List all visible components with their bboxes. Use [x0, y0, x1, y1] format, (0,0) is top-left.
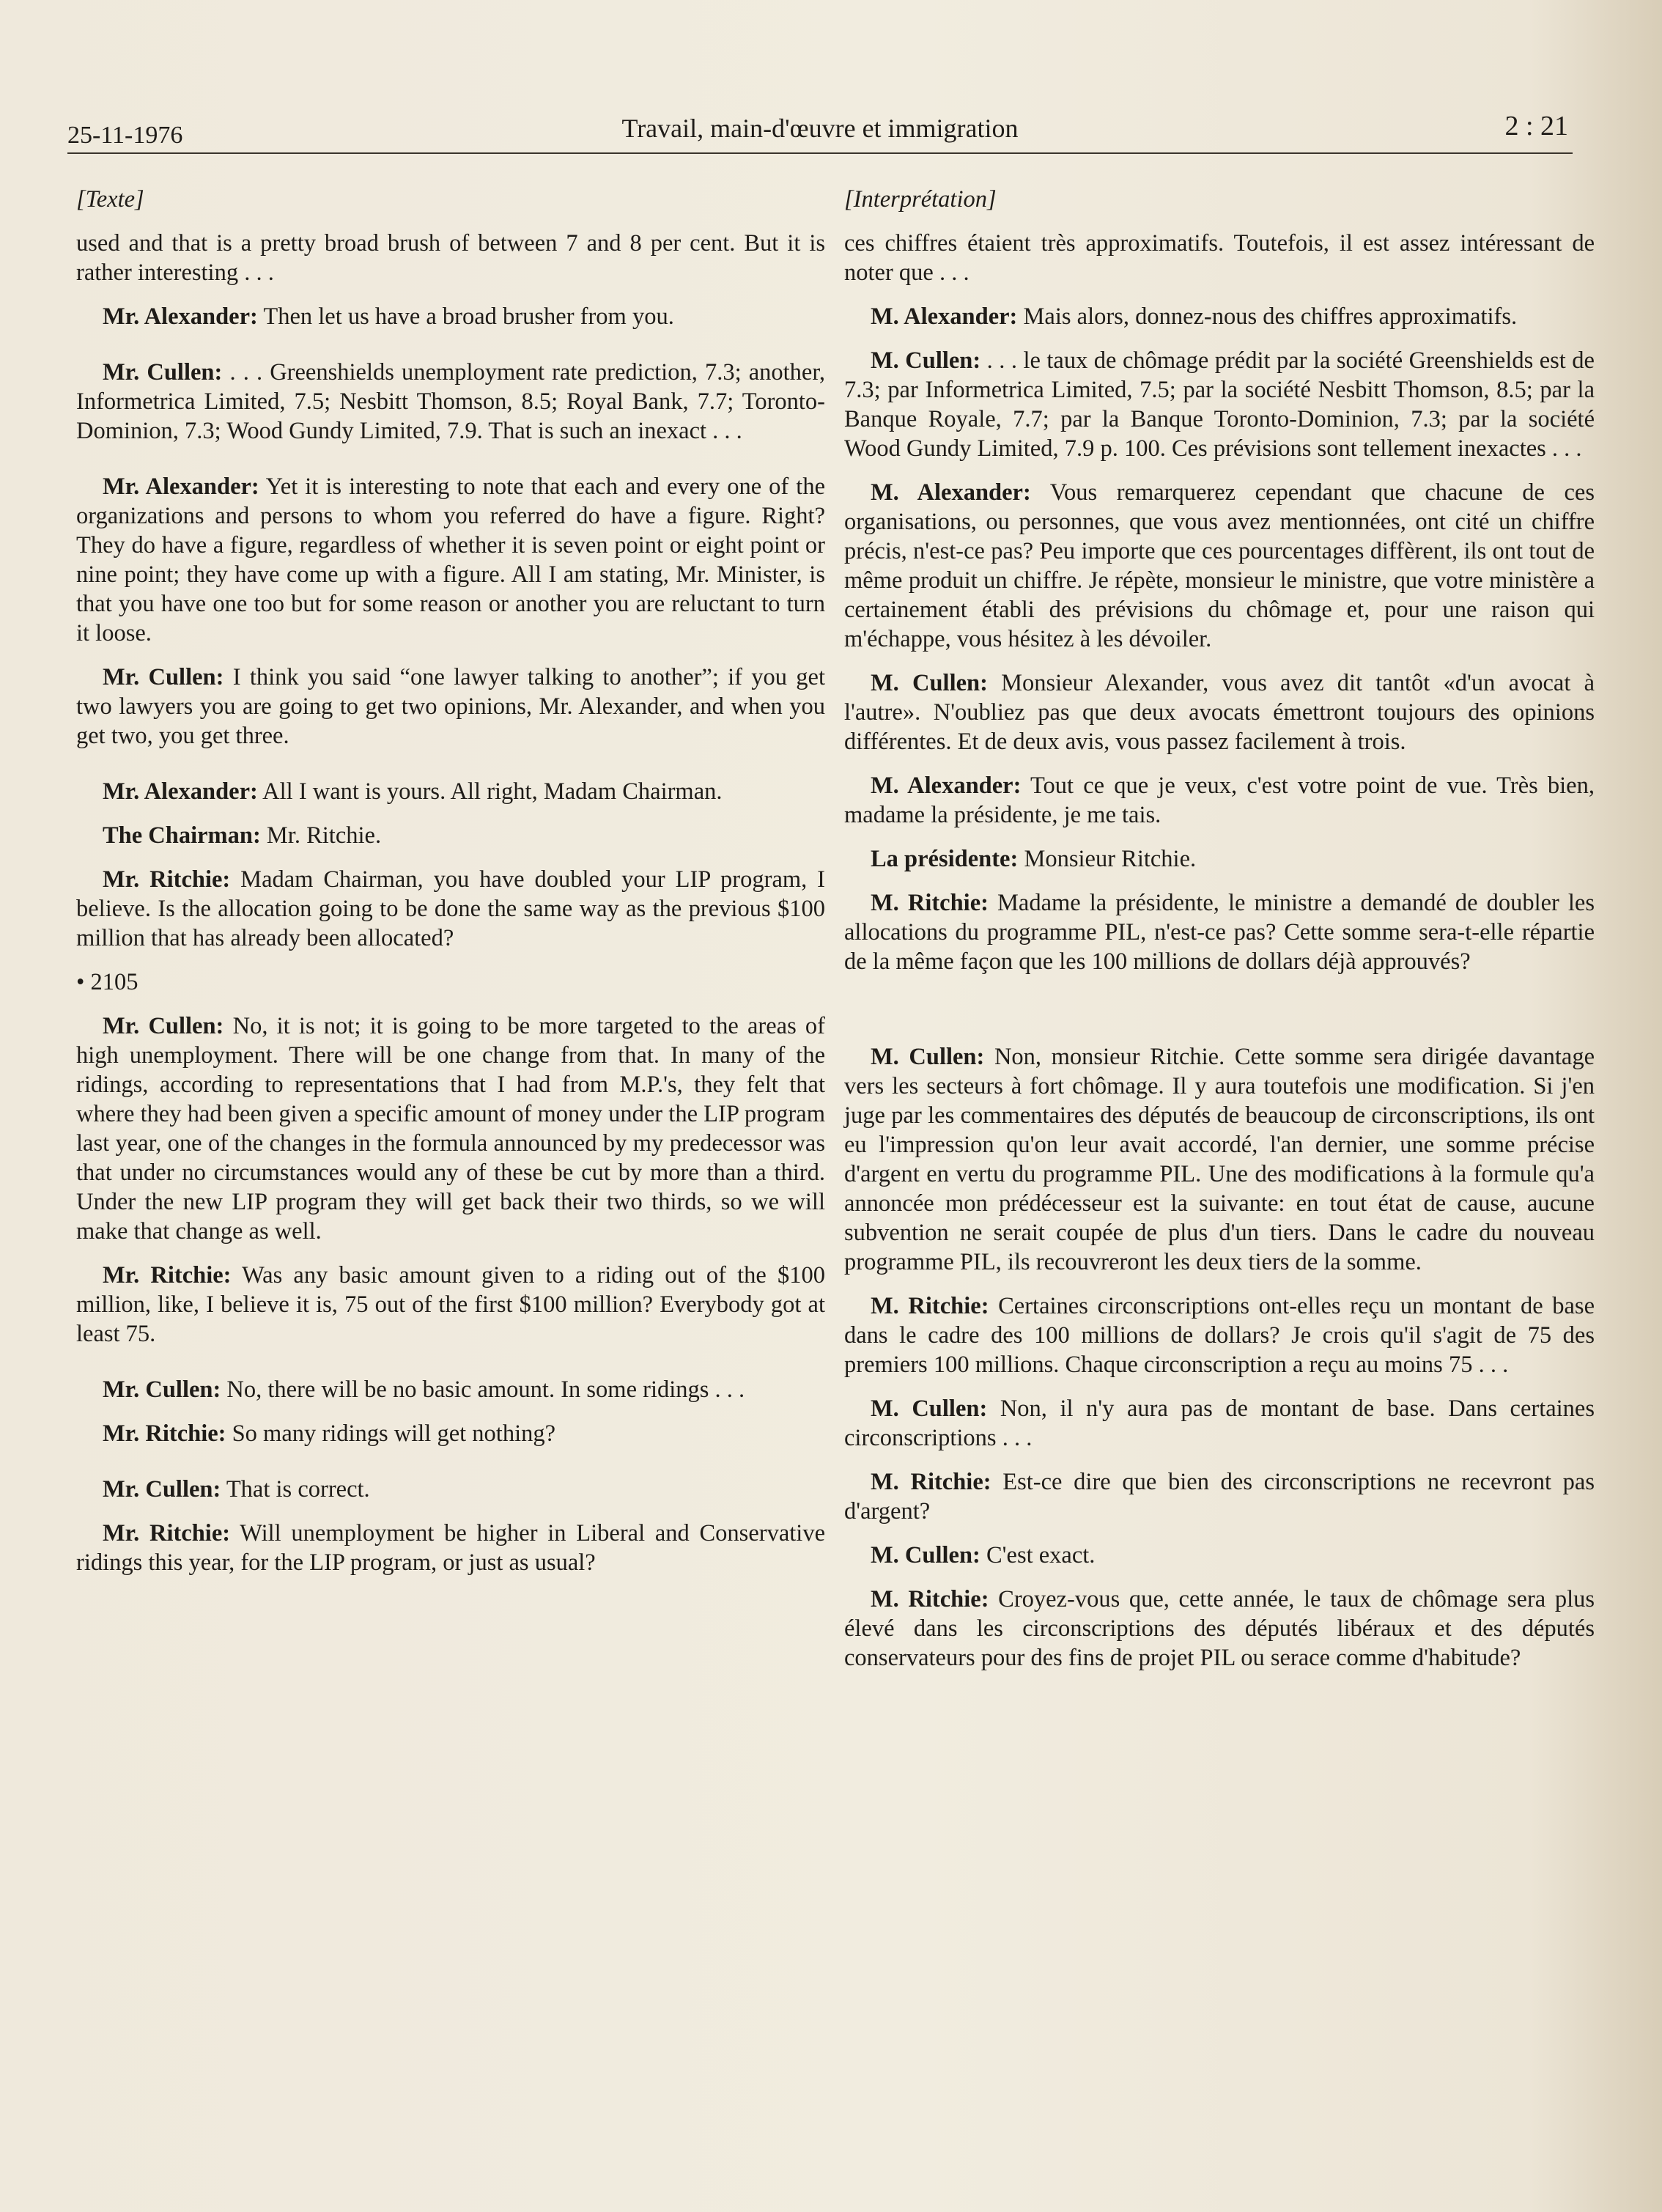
- speech-text: I think you said “one lawyer talking to another”; if you get two lawyers you are going to get two opinions, Mr. Alexander, and when you get two, you get three.: [76, 664, 826, 749]
- speaker-name: Mr. Ritchie:: [103, 1520, 231, 1546]
- speech-text: Non, monsieur Ritchie. Cette somme sera dirigée davantage vers les secteurs à fort chômage. Il y aura toutefois une modification. Si j'en juge par les commentaires des députés de beaucoup de circonscriptions, ils ont eu l'impression qu'on leur avait accordé, l'an dernier, une somme précise d'argent en vertu du programme PIL. Une des modifications à la formule qu'a annoncée mon prédécesseur est la suivante: en tout état de cause, aucune subvention ne serait coupée de plus d'un tiers. Dans le cadre du nouveau programme PIL, ils recouvreront les deux tiers de la somme.: [844, 1044, 1595, 1275]
- speech-turn: [844, 1394, 1595, 1453]
- page-number: 2 : 21: [1504, 111, 1568, 141]
- speech-turn: [76, 865, 825, 953]
- speaker-name: M. Alexander:: [871, 303, 1018, 330]
- language-tag: [Interprétation]: [844, 186, 997, 213]
- speaker-name: Mr. Alexander:: [103, 303, 258, 330]
- speech-turn: [76, 302, 825, 331]
- english-column: [76, 185, 825, 1592]
- speech-turn: [844, 844, 1595, 874]
- speaker-name: M. Cullen:: [871, 670, 988, 696]
- speaker-name: Mr. Cullen:: [103, 1376, 221, 1403]
- speech-text: C'est exact.: [980, 1542, 1096, 1568]
- speech-text: Certaines circonscriptions ont-elles reçu un montant de base dans le cadre des 100 millions de dollars? Je crois qu'il s'agit de 75 des premiers 100 millions. Chaque circonscription a reçu au moins 75 . . .: [844, 1293, 1595, 1378]
- speech-turn: [844, 771, 1595, 830]
- french-column: [844, 185, 1595, 1687]
- speaker-name: M. Cullen:: [871, 1396, 988, 1422]
- speech-text: Madam Chairman, you have doubled your LIP program, I believe. Is the allocation going to be done the same way as the previous $100 million that has already been allocated?: [76, 866, 826, 951]
- speech-turn: [76, 1261, 825, 1349]
- speech-text: Croyez-vous que, cette année, le taux de chômage sera plus élevé dans les circonscriptions des députés libéraux et des députés conservateurs pour des fins de projet PIL ou serace comme d'habitude?: [844, 1586, 1595, 1671]
- speech-text: Non, il n'y aura pas de montant de base. Dans certaines circonscriptions . . .: [844, 1396, 1595, 1451]
- speech-text: No, there will be no basic amount. In some ridings . . .: [221, 1376, 745, 1403]
- speech-text: All I want is yours. All right, Madam Chairman.: [257, 778, 723, 805]
- speaker-name: Mr. Ritchie:: [103, 866, 231, 893]
- speech-turn: [844, 888, 1595, 976]
- speaker-name: M. Ritchie:: [871, 1469, 991, 1495]
- language-tag: [Texte]: [76, 186, 144, 213]
- speech-text: Madame la présidente, le ministre a demandé de doubler les allocations du programme PIL, n'est-ce pas? Cette somme sera-t-elle répartie de la même façon que les 100 millions de dollars déjà approuvés?: [844, 890, 1595, 975]
- page-header: [67, 108, 1573, 154]
- speaker-name: Mr. Cullen:: [103, 1476, 221, 1503]
- speech-text: Monsieur Alexander, vous avez dit tantôt «d'un avocat à l'autre». N'oubliez pas que deux avocats émettront toujours des opinions différentes. Et de deux avis, vous passez facilement à trois.: [844, 670, 1595, 755]
- speech-turn: [844, 1042, 1595, 1277]
- speech-text: . . . le taux de chômage prédit par la société Greenshields est de 7.3; par Informetrica Limited, 7.5; par la société Nesbitt Thomson, 8.5; par la Banque Royale, 7.7; par la Banque Toronto-Dominion, 7.3; par la société Wood Gundy Limited, 7.9 p. 100. Ces prévisions sont tellement inexactes . . .: [844, 347, 1595, 462]
- speech-text: Will unemployment be higher in Liberal and Conservative ridings this year, for the LIP program, or just as usual?: [76, 1520, 825, 1576]
- speaker-name: M. Ritchie:: [871, 890, 989, 916]
- speech-turn: [76, 1419, 825, 1448]
- speaker-name: Mr. Ritchie:: [103, 1262, 232, 1289]
- speaker-name: Mr. Alexander:: [103, 778, 258, 805]
- speech-text: Vous remarquerez cependant que chacune de ces organisations, ou personnes, que vous avez mentionnées, ont cité un chiffre précis, n'est-ce pas? Peu importe que ces pourcentages diffèrent, ils ont tout de même produit un chiffre. Je répète, monsieur le ministre, que votre ministère a certainement établi des prévisions du chômage et, pour une raison qui m'échappe, vous hésitez à les dévoiler.: [844, 479, 1595, 652]
- speech-turn: [76, 1519, 825, 1577]
- speech-turn: [76, 358, 825, 446]
- speaker-name: Mr. Alexander:: [103, 473, 259, 500]
- time-marker: • 2105: [76, 969, 138, 995]
- speech-text: Was any basic amount given to a riding out of the $100 million, like, I believe it is, 75 out of the first $100 million? Everybody got at least 75.: [76, 1262, 826, 1347]
- speaker-name: M. Cullen:: [871, 347, 981, 374]
- speech-turn: [844, 346, 1595, 463]
- speech-turn: [844, 1541, 1595, 1570]
- speech-text: Yet it is interesting to note that each and every one of the organizations and persons to whom you referred do have a figure. Right? They do have a figure, regardless of whether it is seven point or eight point or nine point; they have come up with a figure. All I am stating, Mr. Minister, is that you have one too but for some reason or another you are reluctant to turn it loose.: [76, 473, 826, 646]
- speaker-name: The Chairman:: [103, 822, 261, 849]
- speech-turn: [844, 668, 1595, 756]
- speaker-name: M. Ritchie:: [871, 1293, 989, 1319]
- speech-text: Mais alors, donnez-nous des chiffres approximatifs.: [1017, 303, 1518, 330]
- speech-turn: [76, 472, 825, 648]
- speaker-name: M. Ritchie:: [871, 1586, 989, 1612]
- continued-paragraph: used and that is a pretty broad brush of between 7 and 8 per cent. But it is rather interesting . . .: [76, 230, 825, 286]
- speech-text: Est-ce dire que bien des circonscriptions ne recevront pas d'argent?: [844, 1469, 1595, 1525]
- speech-text: So many ridings will get nothing?: [226, 1420, 556, 1447]
- speaker-name: M. Alexander:: [871, 773, 1022, 799]
- speech-turn: [844, 1291, 1595, 1379]
- speech-turn: [844, 1467, 1595, 1526]
- speech-turn: [76, 1475, 825, 1504]
- speech-text: Then let us have a broad brusher from you.: [257, 303, 674, 330]
- speaker-name: M. Alexander:: [871, 479, 1031, 506]
- speech-turn: [76, 663, 825, 751]
- speech-turn: [76, 821, 825, 850]
- speaker-name: Mr. Cullen:: [103, 664, 224, 690]
- speech-turn: [76, 777, 825, 806]
- speech-turn: [844, 1585, 1595, 1673]
- speech-turn: [76, 1375, 825, 1404]
- header-title: Travail, main-d'œuvre et immigration: [621, 114, 1019, 143]
- speech-turn: [76, 1011, 825, 1246]
- speech-turn: [844, 302, 1595, 331]
- speech-text: No, it is not; it is going to be more targeted to the areas of high unemployment. There will be one change from that. In many of the ridings, according to representations that I had from M.P.'s, they felt that where they had been given a specific amount of money under the LIP program last year, one of the changes in the formula announced by my predecessor was that under no circumstances would any of these be cut by more than a third. Under the new LIP program they will get back their two thirds, so we will make that change as well.: [76, 1013, 826, 1245]
- speaker-name: La présidente:: [871, 846, 1019, 872]
- speech-text: Monsieur Ritchie.: [1018, 846, 1197, 872]
- speaker-name: Mr. Cullen:: [103, 1013, 224, 1039]
- speaker-name: M. Cullen:: [871, 1542, 980, 1568]
- continued-paragraph: ces chiffres étaient très approximatifs. Toutefois, il est assez intéressant de noter que . . .: [844, 230, 1595, 286]
- speech-turn: [844, 478, 1595, 654]
- speech-text: . . . Greenshields unemployment rate prediction, 7.3; another, Informetrica Limited, 7.5; Nesbitt Thomson, 8.5; Royal Bank, 7.7; Toronto-Dominion, 7.3; Wood Gundy Limited, 7.9. That is such an inexact . . .: [76, 359, 826, 444]
- speech-text: Tout ce que je veux, c'est votre point de vue. Très bien, madame la présidente, je me tais.: [844, 773, 1595, 828]
- speaker-name: Mr. Cullen:: [103, 359, 223, 386]
- speech-text: Mr. Ritchie.: [260, 822, 382, 849]
- speech-text: That is correct.: [221, 1476, 370, 1503]
- header-date: 25-11-1976: [67, 122, 183, 149]
- speaker-name: M. Cullen:: [871, 1044, 985, 1070]
- speaker-name: Mr. Ritchie:: [103, 1420, 226, 1447]
